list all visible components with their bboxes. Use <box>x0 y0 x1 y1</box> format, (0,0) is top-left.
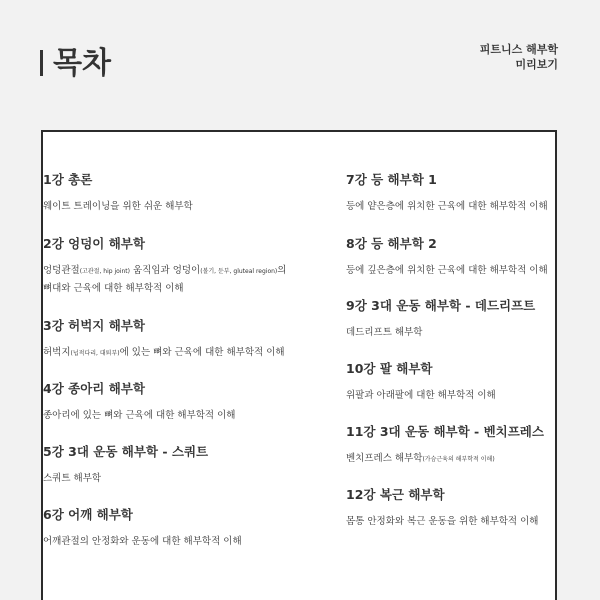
toc-item-7[interactable] <box>346 170 548 215</box>
chapter-desc: 등에 얕은층에 위치한 근육에 대한 해부학적 이해 <box>346 201 548 212</box>
toc-item-10[interactable] <box>346 359 496 404</box>
chapter-desc: 종아리에 있는 뼈와 근육에 대한 해부학적 이해 <box>43 410 236 421</box>
toc-item-4[interactable] <box>43 379 235 424</box>
toc-item-5[interactable] <box>43 442 208 487</box>
page-title-text: 목차 <box>53 46 111 81</box>
desc-part: 의 <box>277 265 287 276</box>
chapter-desc: 데드리프트 해부학 <box>346 327 423 338</box>
toc-item-11[interactable] <box>346 422 544 468</box>
desc-small: (넙적다리, 대퇴부) <box>70 350 120 357</box>
chapter-desc: 등에 깊은층에 위치한 근육에 대한 해부학적 이해 <box>346 265 548 276</box>
toc-item-8[interactable] <box>346 234 548 279</box>
chapter-title: 3강 허벅지 해부학 <box>43 318 145 333</box>
chapter-desc: 웨이트 트레이닝을 위한 쉬운 해부학 <box>43 201 193 212</box>
desc-small: (볼기, 둔부, gluteal region) <box>200 268 278 275</box>
brand-line-1: 피트니스 해부학 <box>479 43 558 56</box>
brand-line-2: 미리보기 <box>515 58 558 71</box>
chapter-title: 2강 엉덩이 해부학 <box>43 236 145 251</box>
chapter-desc <box>43 344 285 362</box>
chapter-title: 11강 3대 운동 해부학 - 벤치프레스 <box>346 424 544 439</box>
page-title <box>40 38 111 82</box>
chapter-desc: 위팔과 아래팔에 대한 해부학적 이해 <box>346 390 496 401</box>
chapter-title: 6강 어깨 해부학 <box>43 507 133 522</box>
chapter-title: 1강 총론 <box>43 172 93 187</box>
toc-item-12[interactable] <box>346 485 538 530</box>
desc-part: 벤치프레스 해부학 <box>346 453 423 464</box>
desc-part: 허벅지 <box>43 347 71 358</box>
toc-item-6[interactable] <box>43 505 242 550</box>
chapter-title: 7강 등 해부학 1 <box>346 172 437 187</box>
chapter-desc: 어깨관절의 안정화와 운동에 대한 해부학적 이해 <box>43 536 242 547</box>
desc-part: 뼈대와 근육에 대한 해부학적 이해 <box>43 283 184 294</box>
toc-panel <box>41 130 557 600</box>
chapter-title: 4강 종아리 해부학 <box>43 381 145 396</box>
chapter-title: 9강 3대 운동 해부학 - 데드리프트 <box>346 298 536 313</box>
toc-item-9[interactable] <box>346 296 535 341</box>
desc-part: 엉덩관절 <box>43 265 80 276</box>
chapter-title: 5강 3대 운동 해부학 - 스쿼트 <box>43 444 209 459</box>
desc-small: (가슴근육의 해부학적 이해) <box>422 456 495 463</box>
chapter-desc: 스쿼트 해부학 <box>43 473 102 484</box>
desc-small: (고관절, hip joint) <box>79 268 130 275</box>
toc-item-2[interactable] <box>43 234 286 297</box>
toc-item-1[interactable] <box>43 170 193 215</box>
chapter-title: 12강 복근 해부학 <box>346 487 445 502</box>
toc-item-3[interactable] <box>43 316 285 362</box>
brand-label <box>480 42 558 72</box>
chapter-title: 8강 등 해부학 2 <box>346 236 437 251</box>
desc-part: 움직임과 엉덩이 <box>129 265 201 276</box>
chapter-desc: 몸통 안정화와 복근 운동을 위한 해부학적 이해 <box>346 516 539 527</box>
chapter-title: 10강 팔 해부학 <box>346 361 433 376</box>
title-bar <box>40 50 43 76</box>
chapter-desc <box>346 450 544 468</box>
chapter-desc <box>43 262 286 297</box>
desc-part: 에 있는 뼈와 근육에 대한 해부학적 이해 <box>119 347 285 358</box>
